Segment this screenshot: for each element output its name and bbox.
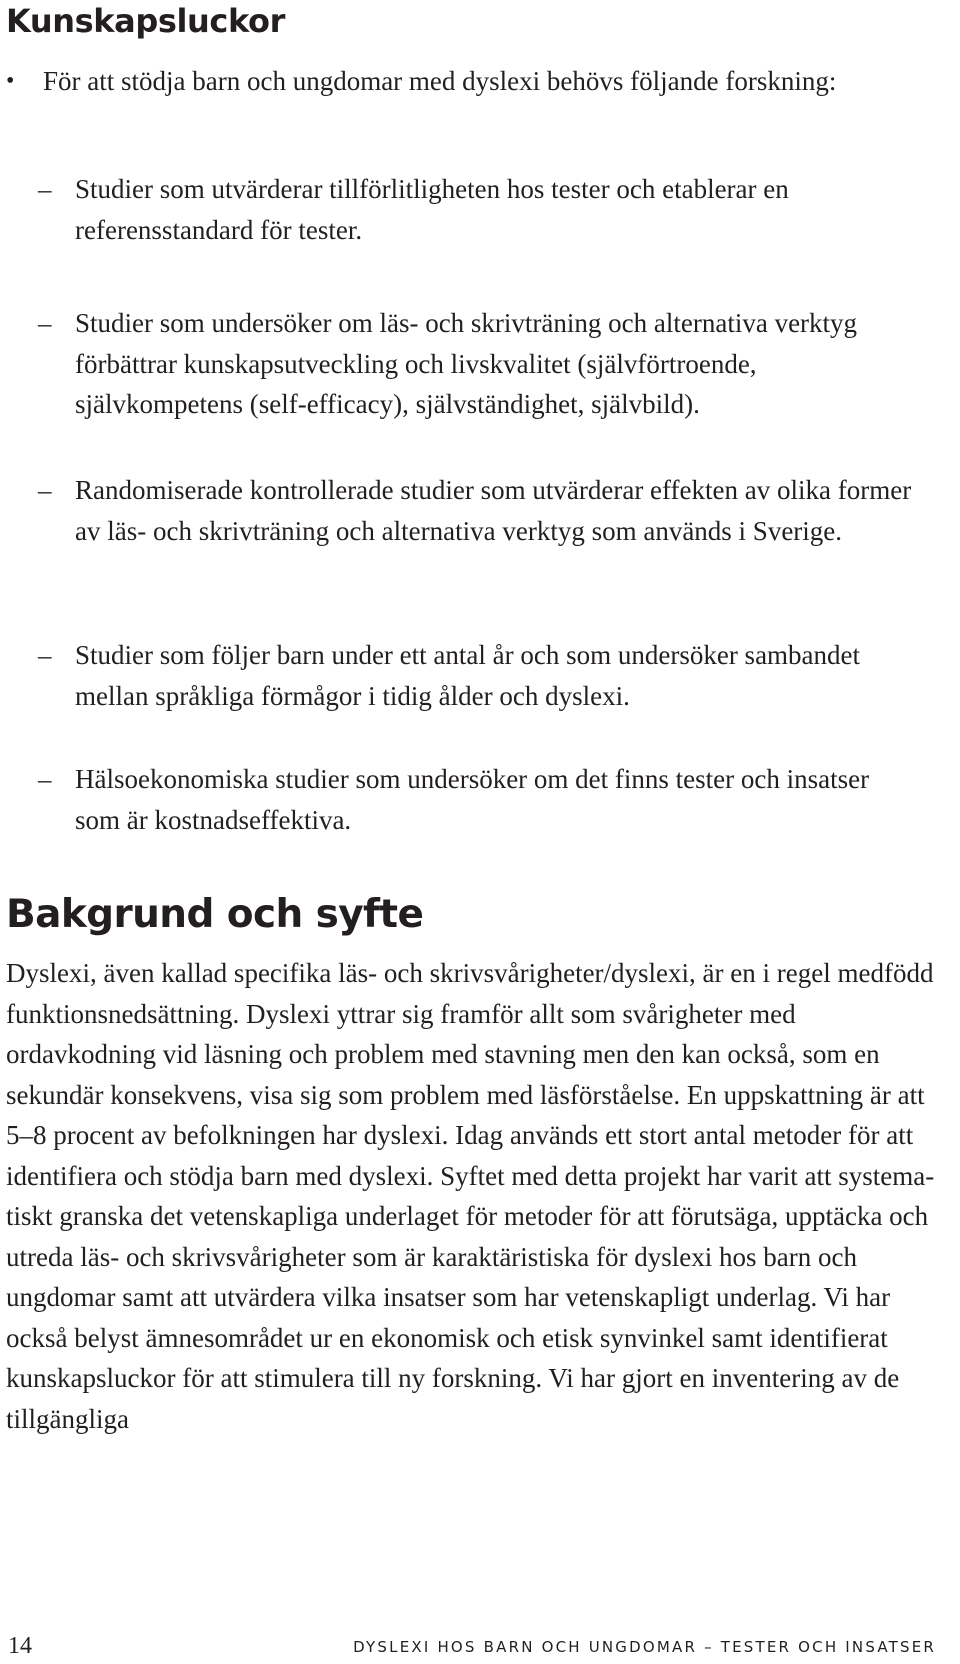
dash-text: Randomiserade kontrollerade studier som utvärderar effekten av olika former av läs- och skrivträning och alternativa verktyg som används i Sverige.	[75, 475, 912, 546]
bullet-text: För att stödja barn och ungdomar med dyslexi behövs följande forskning:	[43, 66, 837, 96]
page-number: 14	[8, 1633, 32, 1659]
dash-item-3	[38, 470, 918, 551]
dash-text: Studier som följer barn under ett antal år och som undersöker sambandet mellan språkliga förmågor i tidig ålder och dyslexi.	[75, 640, 861, 711]
dash-item-2	[38, 303, 918, 425]
dash-item-5	[38, 759, 918, 840]
dash-marker: –	[38, 174, 52, 204]
bullet-item	[6, 61, 906, 102]
bullet-marker: •	[6, 68, 15, 94]
heading-knowledge-gaps: Kunskapsluckor	[6, 2, 285, 40]
dash-marker: –	[38, 764, 52, 794]
dash-text: Studier som utvärderar tillförlitligheten hos tester och etablerar en referensstandard för tester.	[75, 174, 789, 245]
heading-background-purpose: Bakgrund och syfte	[6, 892, 424, 937]
dash-text: Studier som undersöker om läs- och skrivträning och alternativa verktyg förbättrar kunskapsutveckling och livskvalitet (självförtroende, självkompetens (self-efficacy), självständighet, självbild).	[75, 308, 858, 419]
page-footer	[0, 1632, 960, 1662]
dash-text: Hälsoekonomiska studier som undersöker om det finns tester och insatser som är kostnadseffektiva.	[75, 764, 870, 835]
dash-item-1	[38, 169, 918, 250]
running-title: DYSLEXI HOS BARN OCH UNGDOMAR – TESTER OCH INSATSER	[353, 1638, 936, 1656]
background-paragraph: Dyslexi, även kallad specifika läs- och skrivsvårigheter/dyslexi, är en i regel medfödd funktionsnedsättning. Dyslexi yttrar sig framför allt som svårigheter med ordavkodning vid läsning och problem med stavning men den kan också, som en sekundär konsekvens, visa sig som problem med läsförståelse. En uppskattning är att 5–8 procent av befolkningen har dyslexi. Idag används ett stort antal metoder för att identifiera och stödja barn med dyslexi. Syftet med detta projekt har varit att systematiskt granska det vetenskapliga underlaget för metoder för att förutsäga, upptäcka och utreda läs- och skrivsvårigheter som är karaktäristiska för dyslexi hos barn och ungdomar samt att utvärdera vilka insatser som har vetenskapligt underlag. Vi har också belyst ämnesområdet ur en ekonomisk och etisk synvinkel samt identifierat kunskapsluckor för att stimulera till ny forskning. Vi har gjort en inventering av de tillgängliga	[6, 958, 935, 1434]
dash-marker: –	[38, 640, 52, 670]
dash-marker: –	[38, 308, 52, 338]
dash-item-4	[38, 635, 918, 716]
dash-marker: –	[38, 475, 52, 505]
